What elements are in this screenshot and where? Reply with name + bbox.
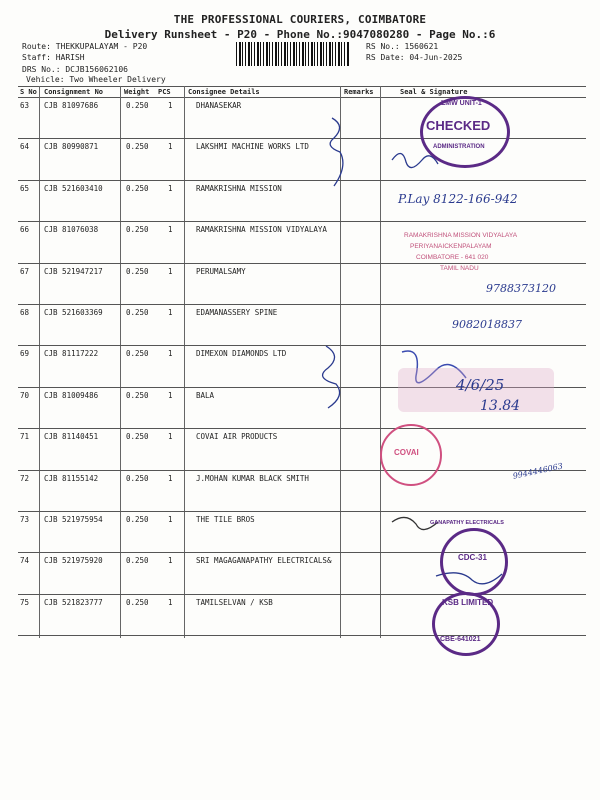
cell-pcs: 1 <box>168 308 173 317</box>
cell-consignee: LAKSHMI MACHINE WORKS LTD <box>196 142 309 152</box>
cell-sno: 66 <box>20 225 30 235</box>
cell-consignee: EDAMANASSERY SPINE <box>196 308 278 317</box>
cell-consignment: CJB 81155142 <box>44 473 99 483</box>
cell-consignee: SRI MAGAGANAPATHY ELECTRICALS& <box>196 556 332 566</box>
cell-sno: 74 <box>20 556 30 566</box>
cell-sno: 69 <box>20 349 30 359</box>
dimexon-time: 13.84 <box>480 398 521 414</box>
cell-consignment: CJB 521975954 <box>44 515 103 524</box>
cell-consignment: CJB 81140451 <box>44 432 99 442</box>
scribble-mark-63 <box>330 118 343 186</box>
handwritten-phone-68: 9082018837 <box>452 318 522 331</box>
cell-consignment: CJB 521603410 <box>44 183 103 193</box>
cell-pcs: 1 <box>168 101 173 110</box>
cell-consignee: BALA <box>196 390 215 400</box>
dimexon-date: 4/6/25 <box>456 376 505 394</box>
lmw-stamp-checked: CHECKED <box>426 118 491 133</box>
ganapathy-stamp-ring: GANAPATHY ELECTRICALS <box>430 520 504 526</box>
cell-pcs: 1 <box>168 515 173 524</box>
rs-date: RS Date: 04-Jun-2025 <box>366 53 463 62</box>
cell-weight: 0.250 <box>126 597 149 607</box>
cell-pcs: 1 <box>168 473 173 483</box>
rkm-stamp-line3: COIMBATORE - 641 020 <box>416 254 489 261</box>
staff-text: Staff: HARISH <box>22 53 85 62</box>
cell-consignment: CJB 81117222 <box>44 349 99 359</box>
cell-consignment: CJB 521603369 <box>44 308 103 317</box>
cell-pcs: 1 <box>168 142 173 152</box>
cell-weight: 0.250 <box>126 142 149 152</box>
cell-sno: 73 <box>20 515 30 524</box>
cell-consignee: DHANASEKAR <box>196 101 242 110</box>
ksb-stamp-bottom: CBE-641021 <box>440 636 481 643</box>
runsheet-title: Delivery Runsheet - P20 - Phone No.:9047080280 - Page No.:6 <box>104 28 496 41</box>
cell-pcs: 1 <box>168 556 173 566</box>
ganapathy-stamp <box>440 528 508 596</box>
lmw-stamp-bottom: ADMINISTRATION <box>433 144 485 150</box>
col-header-sno: S No <box>20 88 37 96</box>
drs-text: DRS No.: DCJB156062106 <box>22 65 128 74</box>
company-title: THE PROFESSIONAL COURIERS, COIMBATORE <box>173 13 427 26</box>
cell-pcs: 1 <box>168 390 173 400</box>
cell-sno: 68 <box>20 308 30 317</box>
ganapathy-stamp-center: CDC-31 <box>458 553 487 562</box>
cell-consignment: CJB 521947217 <box>44 266 103 276</box>
cell-consignee: J.MOHAN KUMAR BLACK SMITH <box>196 473 309 483</box>
rkm-stamp-line1: RAMAKRISHNA MISSION VIDYALAYA <box>404 232 518 239</box>
handwritten-phone-65: P.Lay 8122-166-942 <box>398 192 518 206</box>
cell-weight: 0.250 <box>126 432 149 442</box>
cell-consignee: PERUMALSAMY <box>196 266 246 276</box>
cell-weight: 0.250 <box>126 225 149 235</box>
cell-weight: 0.250 <box>126 266 149 276</box>
cell-consignee: COVAI AIR PRODUCTS <box>196 432 278 442</box>
cell-sno: 70 <box>20 390 30 400</box>
handwritten-phone-67: 9788373120 <box>486 282 556 295</box>
route-text: Route: THEKKUPALAYAM - P20 <box>22 42 148 51</box>
col-header-seal: Seal & Signature <box>400 88 468 96</box>
cell-consignee: RAMAKRISHNA MISSION VIDYALAYA <box>196 225 327 235</box>
cell-consignment: CJB 80990871 <box>44 142 99 152</box>
cell-weight: 0.250 <box>126 101 149 110</box>
col-header-remarks: Remarks <box>344 88 374 96</box>
scribble-mark-69 <box>323 346 340 408</box>
ksb-stamp-top: KSB LIMITED <box>442 598 494 607</box>
cell-sno: 72 <box>20 473 30 483</box>
col-header-pcs: PCS <box>158 88 171 96</box>
cell-consignee: TAMILSELVAN / KSB <box>196 597 273 607</box>
cell-consignment: CJB 81009486 <box>44 390 99 400</box>
cell-weight: 0.250 <box>126 556 149 566</box>
cell-pcs: 1 <box>168 432 173 442</box>
vehicle-text: Vehicle: Two Wheeler Delivery <box>26 75 166 84</box>
cell-sno: 63 <box>20 101 30 110</box>
cell-pcs: 1 <box>168 266 173 276</box>
cell-sno: 65 <box>20 183 30 193</box>
cell-pcs: 1 <box>168 597 173 607</box>
cell-consignment: CJB 81076038 <box>44 225 99 235</box>
rkm-stamp-line2: PERIYANAICKENPALAYAM <box>410 243 492 250</box>
rs-number: RS No.: 1560621 <box>366 42 439 51</box>
cell-sno: 75 <box>20 597 30 607</box>
cell-weight: 0.250 <box>126 473 149 483</box>
cell-weight: 0.250 <box>126 349 149 359</box>
cell-consignee: DIMEXON DIAMONDS LTD <box>196 349 287 359</box>
cell-weight: 0.250 <box>126 515 149 524</box>
cell-sno: 64 <box>20 142 30 152</box>
rkm-stamp-line4: TAMIL NADU <box>440 265 479 272</box>
cell-consignment: CJB 521823777 <box>44 597 103 607</box>
lmw-stamp-top: LMW UNIT-1 <box>441 100 482 107</box>
cell-consignee: THE TILE BROS <box>196 515 255 524</box>
cell-pcs: 1 <box>168 183 173 193</box>
cell-consignment: CJB 81097686 <box>44 101 99 110</box>
col-header-consignee: Consignee Details <box>188 88 260 96</box>
cell-weight: 0.250 <box>126 390 149 400</box>
handwritten-phone-72: 9944446063 <box>512 461 564 481</box>
cell-weight: 0.250 <box>126 308 149 317</box>
cell-consignment: CJB 521975920 <box>44 556 103 566</box>
cell-sno: 67 <box>20 266 30 276</box>
col-header-weight: Weight <box>124 88 150 96</box>
cell-pcs: 1 <box>168 225 173 235</box>
cell-sno: 71 <box>20 432 30 442</box>
cell-pcs: 1 <box>168 349 173 359</box>
cell-consignee: RAMAKRISHNA MISSION <box>196 183 282 193</box>
covai-stamp-text: COVAI <box>394 448 419 457</box>
cell-weight: 0.250 <box>126 183 149 193</box>
col-header-consignment: Consignment No <box>44 88 104 96</box>
